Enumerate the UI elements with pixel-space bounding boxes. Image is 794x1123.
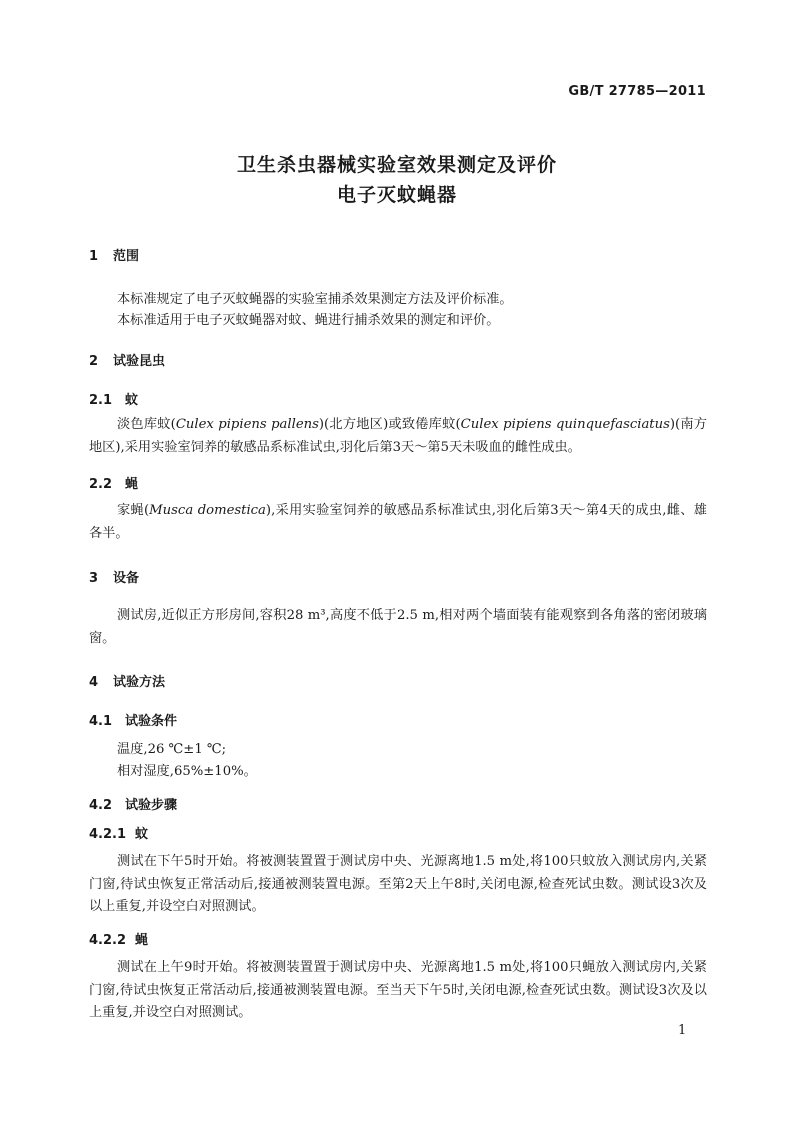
paragraph-fly-species: 家蝇(Musca domestica),采用实验室饲养的敏感品系标准试虫,羽化后第3天～第4天的成虫,雌、雄各半。 — [89, 503, 707, 541]
standard-number: GB/T 27785—2011 — [568, 84, 706, 99]
subsection-heading-4-2-1 — [89, 823, 148, 842]
subsection-heading-2-1 — [89, 389, 138, 408]
subsection-title: 试验步骤 — [125, 798, 178, 813]
paragraph-fly-procedure: 测试在上午9时开始。将被测装置置于测试房中央、光源离地1.5 m处,将100只蝇放入测试房内,关紧门窗,待试虫恢复正常活动后,接通被测装置电源。至当天下午5时,关闭电源,检查死试虫数。测试设3次及以上重复,并设空白对照测试。 — [89, 960, 707, 1020]
section-heading-2 — [89, 350, 165, 369]
subsection-title: 蚊 — [135, 827, 149, 842]
paragraph-mosquito-species: 淡色库蚊(Culex pipiens pallens)(北方地区)或致倦库蚊(Culex pipiens quinquefasciatus)(南方地区),采用实验室饲养的敏感品系标准试虫,羽化后第3天～第5天未吸血的雌性成虫。 — [89, 417, 707, 455]
section-number: 4 — [89, 675, 99, 690]
subsection-number: 2.1 — [89, 393, 113, 408]
section-heading-4 — [89, 671, 165, 690]
paragraph-mosquito-procedure: 测试在下午5时开始。将被测装置置于测试房中央、光源离地1.5 m处,将100只蚊放入测试房内,关紧门窗,待试虫恢复正常活动后,接通被测装置电源。至第2天上午8时,关闭电源,检查死试虫数。测试设3次及以上重复,并设空白对照测试。 — [89, 854, 707, 914]
subsection-heading-4-1 — [89, 710, 177, 729]
paragraph-equipment: 测试房,近似正方形房间,容积28 m³,高度不低于2.5 m,相对两个墙面装有能观察到各角落的密闭玻璃窗。 — [89, 608, 707, 646]
paragraph: 本标准规定了电子灭蚊蝇器的实验室捕杀效果测定方法及评价标准。 — [117, 292, 513, 307]
paragraph: 本标准适用于电子灭蚊蝇器对蚊、蝇进行捕杀效果的测定和评价。 — [117, 313, 500, 328]
subsection-number: 4.1 — [89, 714, 113, 729]
section-title: 设备 — [113, 571, 140, 586]
section-title: 试验昆虫 — [113, 354, 166, 369]
species-name: Culex pipiens pallens — [175, 417, 319, 432]
subsection-number: 2.2 — [89, 477, 113, 492]
subsection-title: 试验条件 — [125, 714, 178, 729]
subsection-heading-4-2-2 — [89, 929, 148, 948]
subsection-title: 蝇 — [125, 477, 139, 492]
section-number: 1 — [89, 249, 99, 264]
subsection-heading-2-2 — [89, 473, 138, 492]
section-heading-3 — [89, 567, 139, 586]
condition-temperature: 温度,26 ℃±1 ℃; — [117, 742, 227, 757]
document-subtitle: 电子灭蚊蝇器 — [336, 184, 457, 206]
species-name: Musca domestica — [149, 503, 266, 518]
subsection-title: 蚊 — [125, 393, 139, 408]
section-heading-1 — [89, 245, 139, 264]
section-title: 试验方法 — [113, 675, 166, 690]
species-name: Culex pipiens quinquefasciatus — [460, 417, 670, 432]
section-number: 3 — [89, 571, 99, 586]
section-number: 2 — [89, 354, 99, 369]
document-title: 卫生杀虫器械实验室效果测定及评价 — [236, 154, 557, 176]
page-number: 1 — [678, 1023, 687, 1038]
subsection-title: 蝇 — [135, 933, 149, 948]
subsection-number: 4.2.2 — [89, 933, 127, 948]
section-title: 范围 — [113, 249, 140, 264]
subsection-heading-4-2 — [89, 794, 177, 813]
subsection-number: 4.2.1 — [89, 827, 127, 842]
subsection-number: 4.2 — [89, 798, 113, 813]
condition-humidity: 相对湿度,65%±10%。 — [117, 764, 257, 779]
